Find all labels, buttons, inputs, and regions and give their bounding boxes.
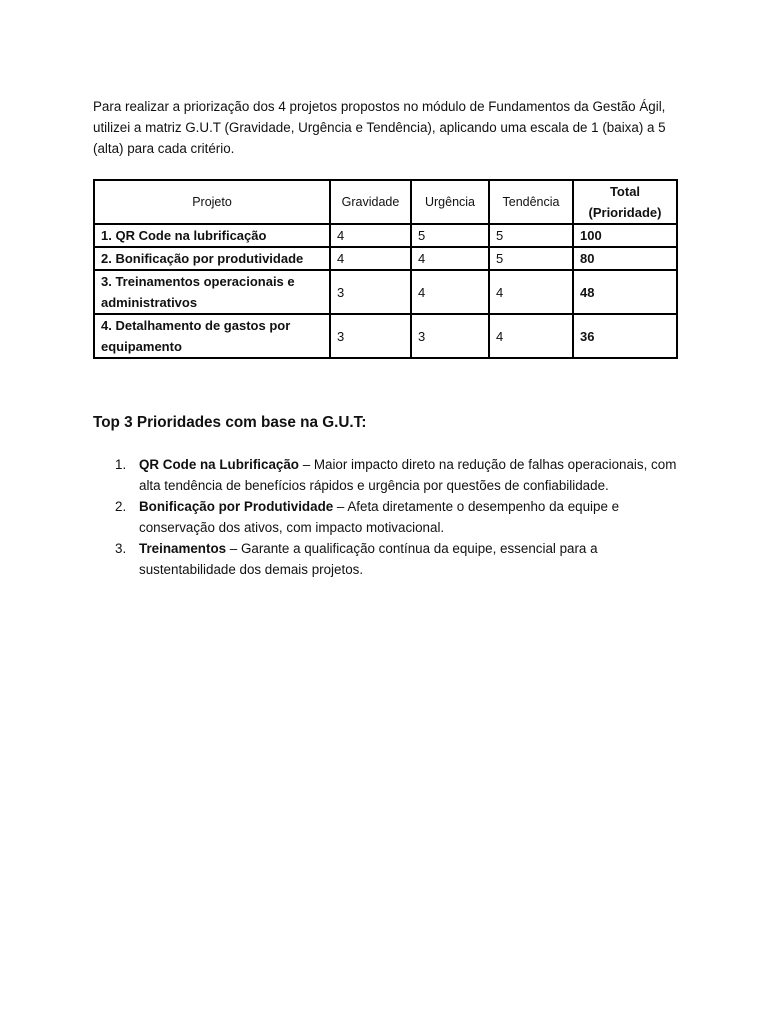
header-total <box>573 180 677 224</box>
header-tendencia: Tendência <box>489 180 573 224</box>
cell-gravidade: 3 <box>330 314 411 358</box>
table-header-row <box>94 180 677 224</box>
table-row <box>94 314 677 358</box>
cell-total: 48 <box>573 270 677 314</box>
cell-total: 36 <box>573 314 677 358</box>
header-total-line2: (Prioridade) <box>588 205 662 220</box>
table-row <box>94 247 677 270</box>
cell-gravidade: 4 <box>330 247 411 270</box>
intro-paragraph: Para realizar a priorização dos 4 projetos propostos no módulo de Fundamentos da Gestão Ágil, utilizei a matriz G.U.T (Gravidade, Urgência e Tendência), aplicando uma escala de 1 (baixa) a 5 (alta) para cada critério. <box>93 99 666 156</box>
list-item-title: Treinamentos <box>139 541 227 556</box>
list-item-text: – Garante a qualificação contínua da equipe, essencial para a sustentabilidade dos demais projetos. <box>139 541 598 577</box>
top3-list <box>93 454 677 580</box>
table-row <box>94 270 677 314</box>
list-item <box>93 538 677 580</box>
cell-total: 100 <box>573 224 677 247</box>
document-page <box>93 96 677 577</box>
list-item <box>93 496 677 538</box>
list-number: 2. <box>115 499 127 514</box>
cell-tendencia: 5 <box>489 247 573 270</box>
list-item-title: QR Code na Lubrificação <box>139 457 299 472</box>
cell-urgencia: 3 <box>411 314 489 358</box>
cell-projeto: 3. Treinamentos operacionais e administrativos <box>94 270 330 314</box>
top3-heading: Top 3 Prioridades com base na G.U.T: <box>93 414 367 431</box>
header-total-line1: Total <box>609 184 641 199</box>
header-gravidade: Gravidade <box>330 180 411 224</box>
cell-projeto: 2. Bonificação por produtividade <box>94 247 330 270</box>
cell-projeto: 1. QR Code na lubrificação <box>94 224 330 247</box>
table-row <box>94 224 677 247</box>
cell-total: 80 <box>573 247 677 270</box>
list-number: 1. <box>115 457 127 472</box>
cell-gravidade: 4 <box>330 224 411 247</box>
cell-urgencia: 4 <box>411 247 489 270</box>
cell-urgencia: 4 <box>411 270 489 314</box>
cell-projeto: 4. Detalhamento de gastos por equipamento <box>94 314 330 358</box>
list-item-title: Bonificação por Produtividade <box>139 499 334 514</box>
cell-tendencia: 4 <box>489 314 573 358</box>
list-item <box>93 454 677 496</box>
list-item-text: – Maior impacto direto na redução de falhas operacionais, com alta tendência de benefícios rápidos e urgência por questões de confiabilidade. <box>139 457 677 493</box>
header-urgencia: Urgência <box>411 180 489 224</box>
cell-tendencia: 5 <box>489 224 573 247</box>
list-number: 3. <box>115 541 127 556</box>
cell-tendencia: 4 <box>489 270 573 314</box>
gut-matrix-table <box>93 179 678 359</box>
list-item-text: – Afeta diretamente o desempenho da equipe e conservação dos ativos, com impacto motivacional. <box>139 499 620 535</box>
cell-gravidade: 3 <box>330 270 411 314</box>
cell-urgencia: 5 <box>411 224 489 247</box>
header-projeto: Projeto <box>94 180 330 224</box>
